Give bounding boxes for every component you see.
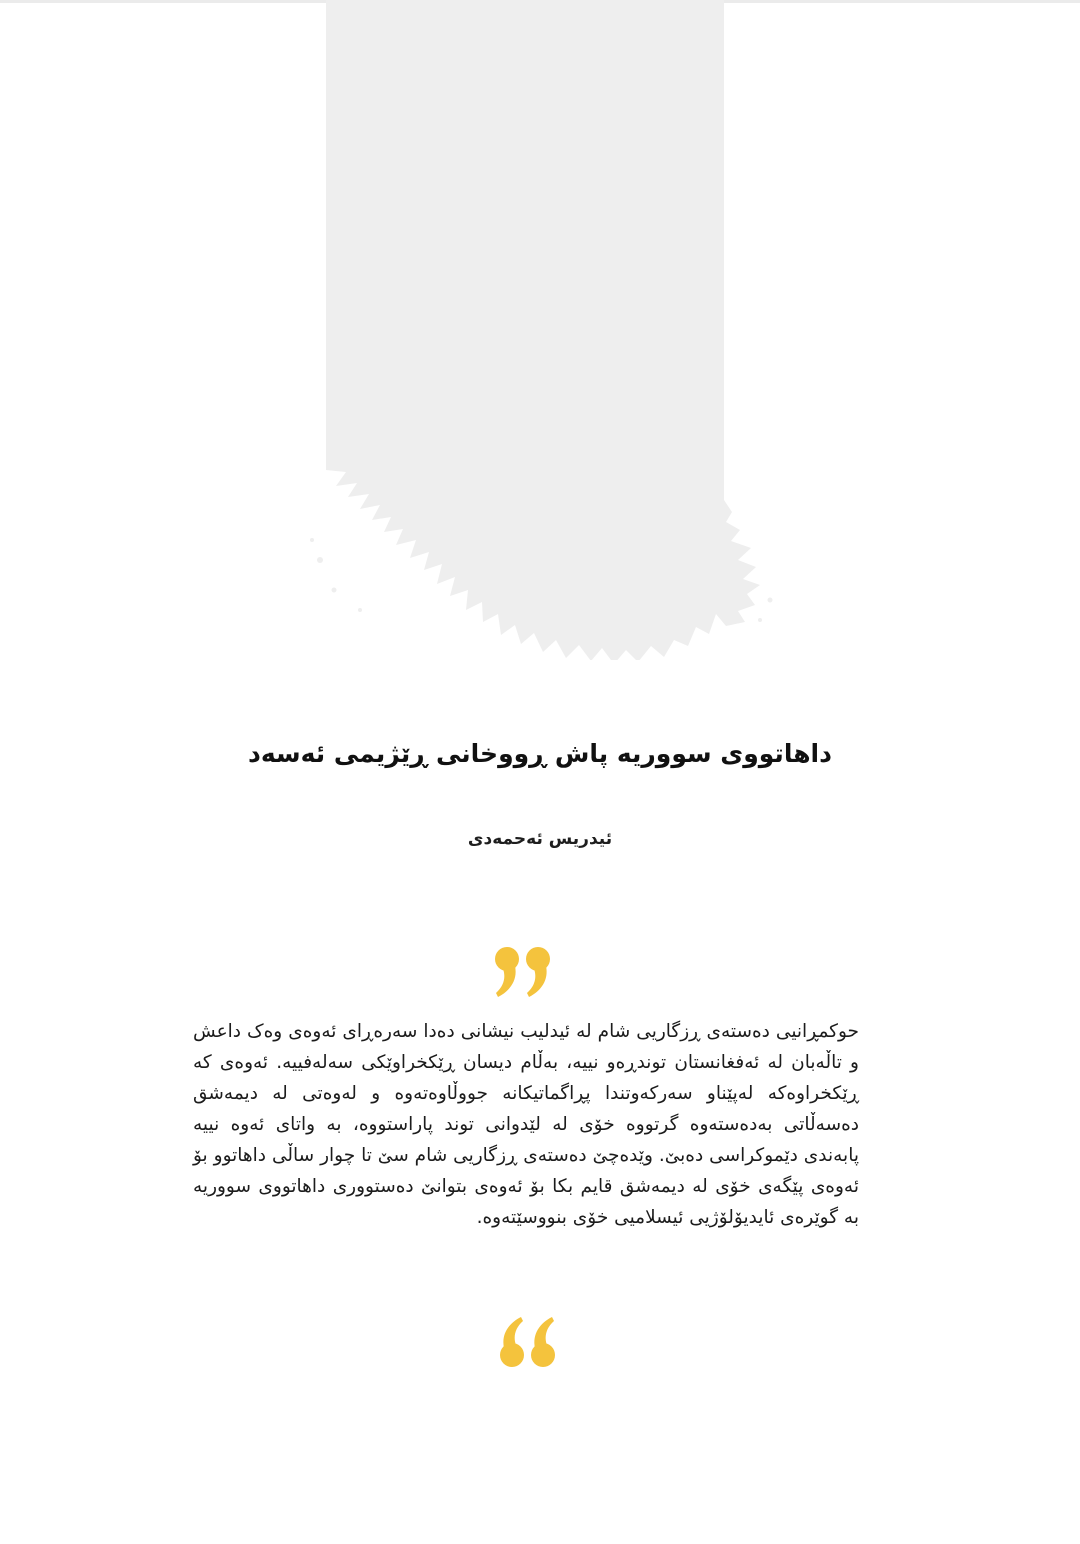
opening-quote-icon xyxy=(490,1312,560,1372)
closing-quote-icon xyxy=(490,942,560,1002)
image-placeholder-shape xyxy=(326,0,760,660)
article-author: ئیدریس ئەحمەدی xyxy=(467,829,613,849)
quote-body: حوکمڕانیی دەستەی ڕزگاریی شام لە ئیدلیب نیشانی دەدا سەرەڕای ئەوەی وەک داعش و تاڵەبان لە ئەفغانستان توندڕەو نییە، بەڵام دیسان ڕێکخراوێکی سەلەفییە. ئەوەی کە ڕێکخراوەکە لەپێناو سەرکەوتندا پڕاگماتیکانە جووڵاوەتەوە و لەوەتی لە دیمەشق دەسەڵاتی بەدەستەوە گرتووە خۆی لە لێدوانی توند پاراستووە، بە واتای ئەوە نییە پابەندی دێموکراسی دەبێ. وێدەچێ دەستەی ڕزگاریی شام سێ تا چوار ساڵی داهاتوو بۆ ئەوەی پێگەی خۆی لە دیمەشق قایم بکا بۆ ئەوەی بتوانێ دەستووری داهاتووی سووریە بە گوێرەی ئایدیۆلۆژیی ئیسلامیی خۆی بنووسێتەوە. xyxy=(193,1021,859,1228)
article-title: داهاتووی سووریە پاش ڕووخانی ڕێژیمی ئەسەد xyxy=(248,739,832,768)
image-placeholder xyxy=(300,0,780,660)
